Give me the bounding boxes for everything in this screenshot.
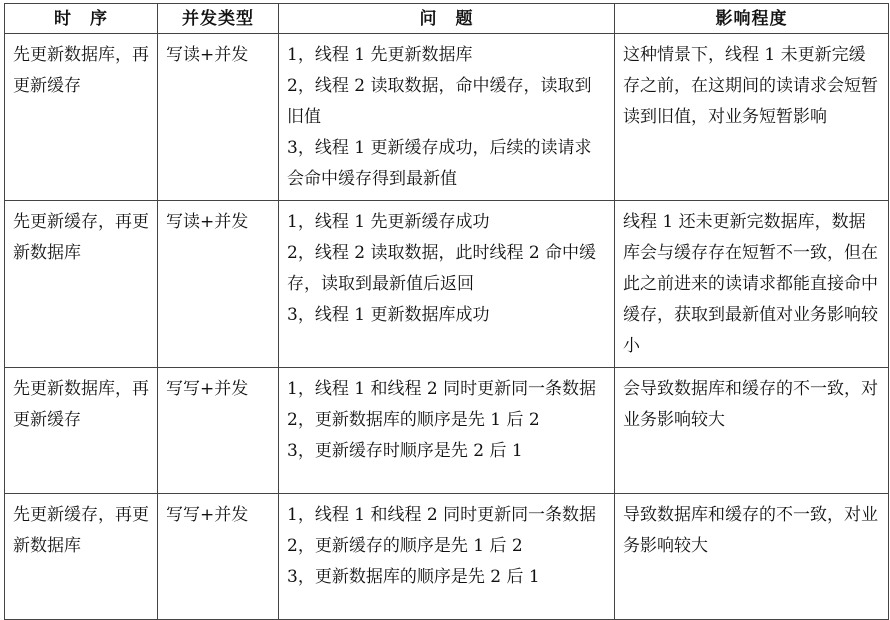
problem-step: 1，线程 1 先更新缓存成功 [287, 212, 490, 232]
cell-sequence: 先更新数据库，再更新缓存 [5, 368, 158, 494]
cell-impact: 线程 1 还未更新完数据库，数据库会与缓存存在短暂不一致，但在此之前进来的读请求都能直接命中缓存，获取到最新值对业务影响较小 [615, 201, 889, 368]
cell-sequence: 先更新缓存，再更新数据库 [5, 494, 158, 620]
problem-step: 1，线程 1 先更新数据库 [287, 45, 473, 65]
problem-step: 2，线程 2 读取数据，此时线程 2 命中缓存，读取到最新值后返回 [287, 243, 597, 294]
header-problem: 问 题 [279, 4, 615, 34]
header-sequence: 时 序 [5, 4, 158, 34]
cell-impact: 这种情景下，线程 1 未更新完缓存之前，在这期间的读请求会短暂读到旧值，对业务短暂影响 [615, 34, 889, 201]
consistency-table [4, 3, 889, 620]
table-body [5, 34, 889, 620]
header-row [5, 4, 889, 34]
cell-impact: 会导致数据库和缓存的不一致，对业务影响较大 [615, 368, 889, 494]
table-row [5, 494, 889, 620]
cell-problem [279, 201, 615, 368]
problem-step: 1，线程 1 和线程 2 同时更新同一条数据 [287, 379, 597, 399]
table-header [5, 4, 889, 34]
problem-step: 2，更新数据库的顺序是先 1 后 2 [287, 410, 540, 430]
problem-step: 3，线程 1 更新缓存成功，后续的读请求会命中缓存得到最新值 [287, 138, 592, 189]
cell-sequence: 先更新数据库，再更新缓存 [5, 34, 158, 201]
cell-concurrency-type: 写读+并发 [158, 34, 279, 201]
table-row [5, 368, 889, 494]
table-row [5, 34, 889, 201]
header-concurrency-type: 并发类型 [158, 4, 279, 34]
problem-step: 3，更新数据库的顺序是先 2 后 1 [287, 567, 540, 587]
cell-impact: 导致数据库和缓存的不一致，对业务影响较大 [615, 494, 889, 620]
header-impact: 影响程度 [615, 4, 889, 34]
problem-step: 1，线程 1 和线程 2 同时更新同一条数据 [287, 505, 597, 525]
cell-concurrency-type: 写写+并发 [158, 368, 279, 494]
cell-problem [279, 494, 615, 620]
problem-step: 2，更新缓存的顺序是先 1 后 2 [287, 536, 523, 556]
problem-step: 2，线程 2 读取数据，命中缓存，读取到旧值 [287, 76, 592, 127]
problem-step: 3，更新缓存时顺序是先 2 后 1 [287, 441, 523, 461]
cell-sequence: 先更新缓存，再更新数据库 [5, 201, 158, 368]
table-row [5, 201, 889, 368]
cell-problem [279, 368, 615, 494]
cell-problem [279, 34, 615, 201]
cell-concurrency-type: 写读+并发 [158, 201, 279, 368]
problem-step: 3，线程 1 更新数据库成功 [287, 305, 490, 325]
cell-concurrency-type: 写写+并发 [158, 494, 279, 620]
